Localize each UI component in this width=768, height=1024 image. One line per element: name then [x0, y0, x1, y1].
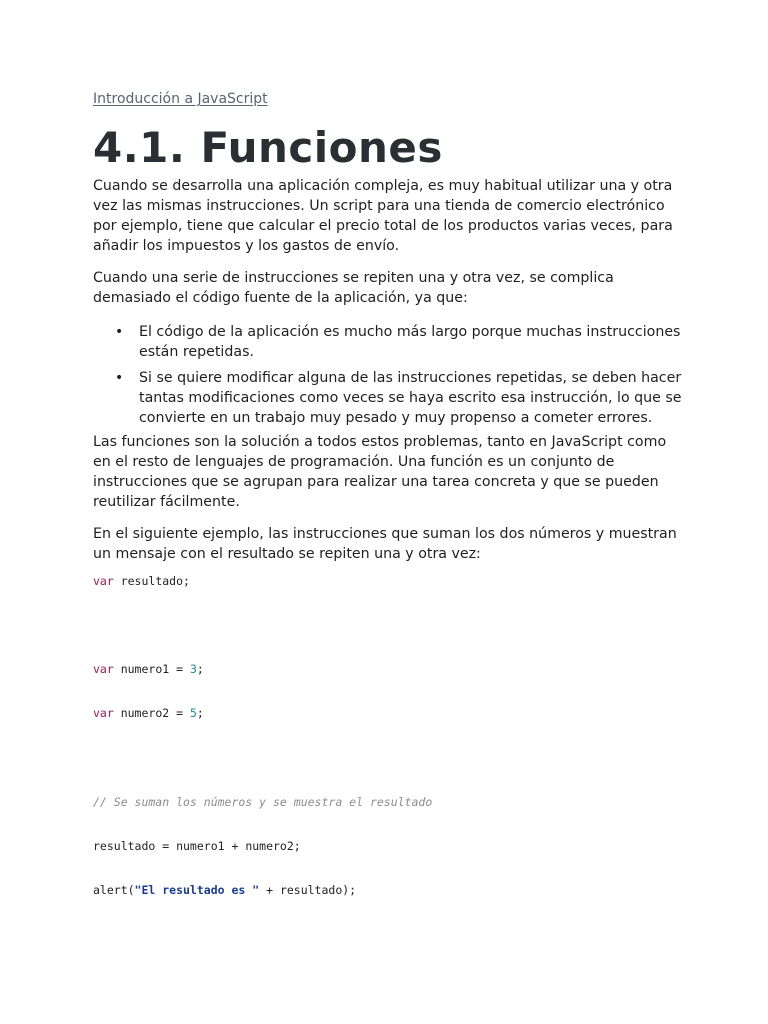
paragraph-problem: Cuando una serie de instrucciones se repiten una y otra vez, se complica demasiado el código fuente de la aplicación, ya que:: [93, 270, 614, 306]
code-text: numero2 =: [113, 706, 190, 720]
code-text: + resultado);: [259, 883, 357, 897]
code-keyword: var: [93, 574, 114, 588]
code-line: [93, 882, 683, 898]
paragraph-solution: Las funciones son la solución a todos estos problemas, tanto en JavaScript como en el resto de lenguajes de programación. Una función es un conjunto de instrucciones que se agrupan para realizar una tarea concreta y que se pueden reutilizar fácilmente.: [93, 434, 667, 510]
code-number: 5: [189, 706, 197, 720]
code-text: resultado;: [113, 574, 190, 588]
code-number: 3: [189, 662, 197, 676]
code-line: [93, 573, 683, 589]
bullet-icon: •: [115, 324, 124, 340]
page-title: 4.1. Funciones: [93, 123, 443, 172]
paragraph-example: En el siguiente ejemplo, las instrucciones que suman los dos números y muestran un mensaje con el resultado se repiten una y otra vez:: [93, 526, 677, 562]
code-string: "El resultado es ": [134, 883, 260, 897]
code-line: resultado = numero1 + numero2;: [93, 839, 301, 853]
list-item: [93, 368, 683, 428]
bullet-icon: •: [115, 370, 124, 386]
paragraph-intro: Cuando se desarrolla una aplicación compleja, es muy habitual utilizar una y otra vez las mismas instrucciones. Un script para una tienda de comercio electrónico por ejemplo, tiene que calcular el precio total de los productos varias veces, para añadir los impuestos y los gastos de envío.: [93, 178, 673, 254]
code-text: ;: [196, 706, 204, 720]
code-line: [93, 661, 683, 677]
code-text: ;: [196, 662, 204, 676]
code-block: [93, 573, 683, 898]
document-page: [93, 88, 683, 898]
code-line: [93, 705, 683, 721]
list-item: [93, 322, 683, 362]
code-text: numero1 =: [113, 662, 190, 676]
code-keyword: var: [93, 706, 114, 720]
list-item-text: El código de la aplicación es mucho más largo porque muchas instrucciones están repetidas.: [139, 324, 681, 360]
breadcrumb-link[interactable]: Introducción a JavaScript: [93, 91, 268, 107]
problem-list: [93, 322, 683, 428]
list-item-text: Si se quiere modificar alguna de las instrucciones repetidas, se deben hacer tantas modificaciones como veces se haya escrito esa instrucción, lo que se convierte en un trabajo muy pesado y muy propenso a cometer errores.: [139, 370, 682, 426]
code-comment: // Se suman los números y se muestra el resultado: [93, 795, 433, 809]
code-text: alert(: [93, 883, 135, 897]
code-keyword: var: [93, 662, 114, 676]
